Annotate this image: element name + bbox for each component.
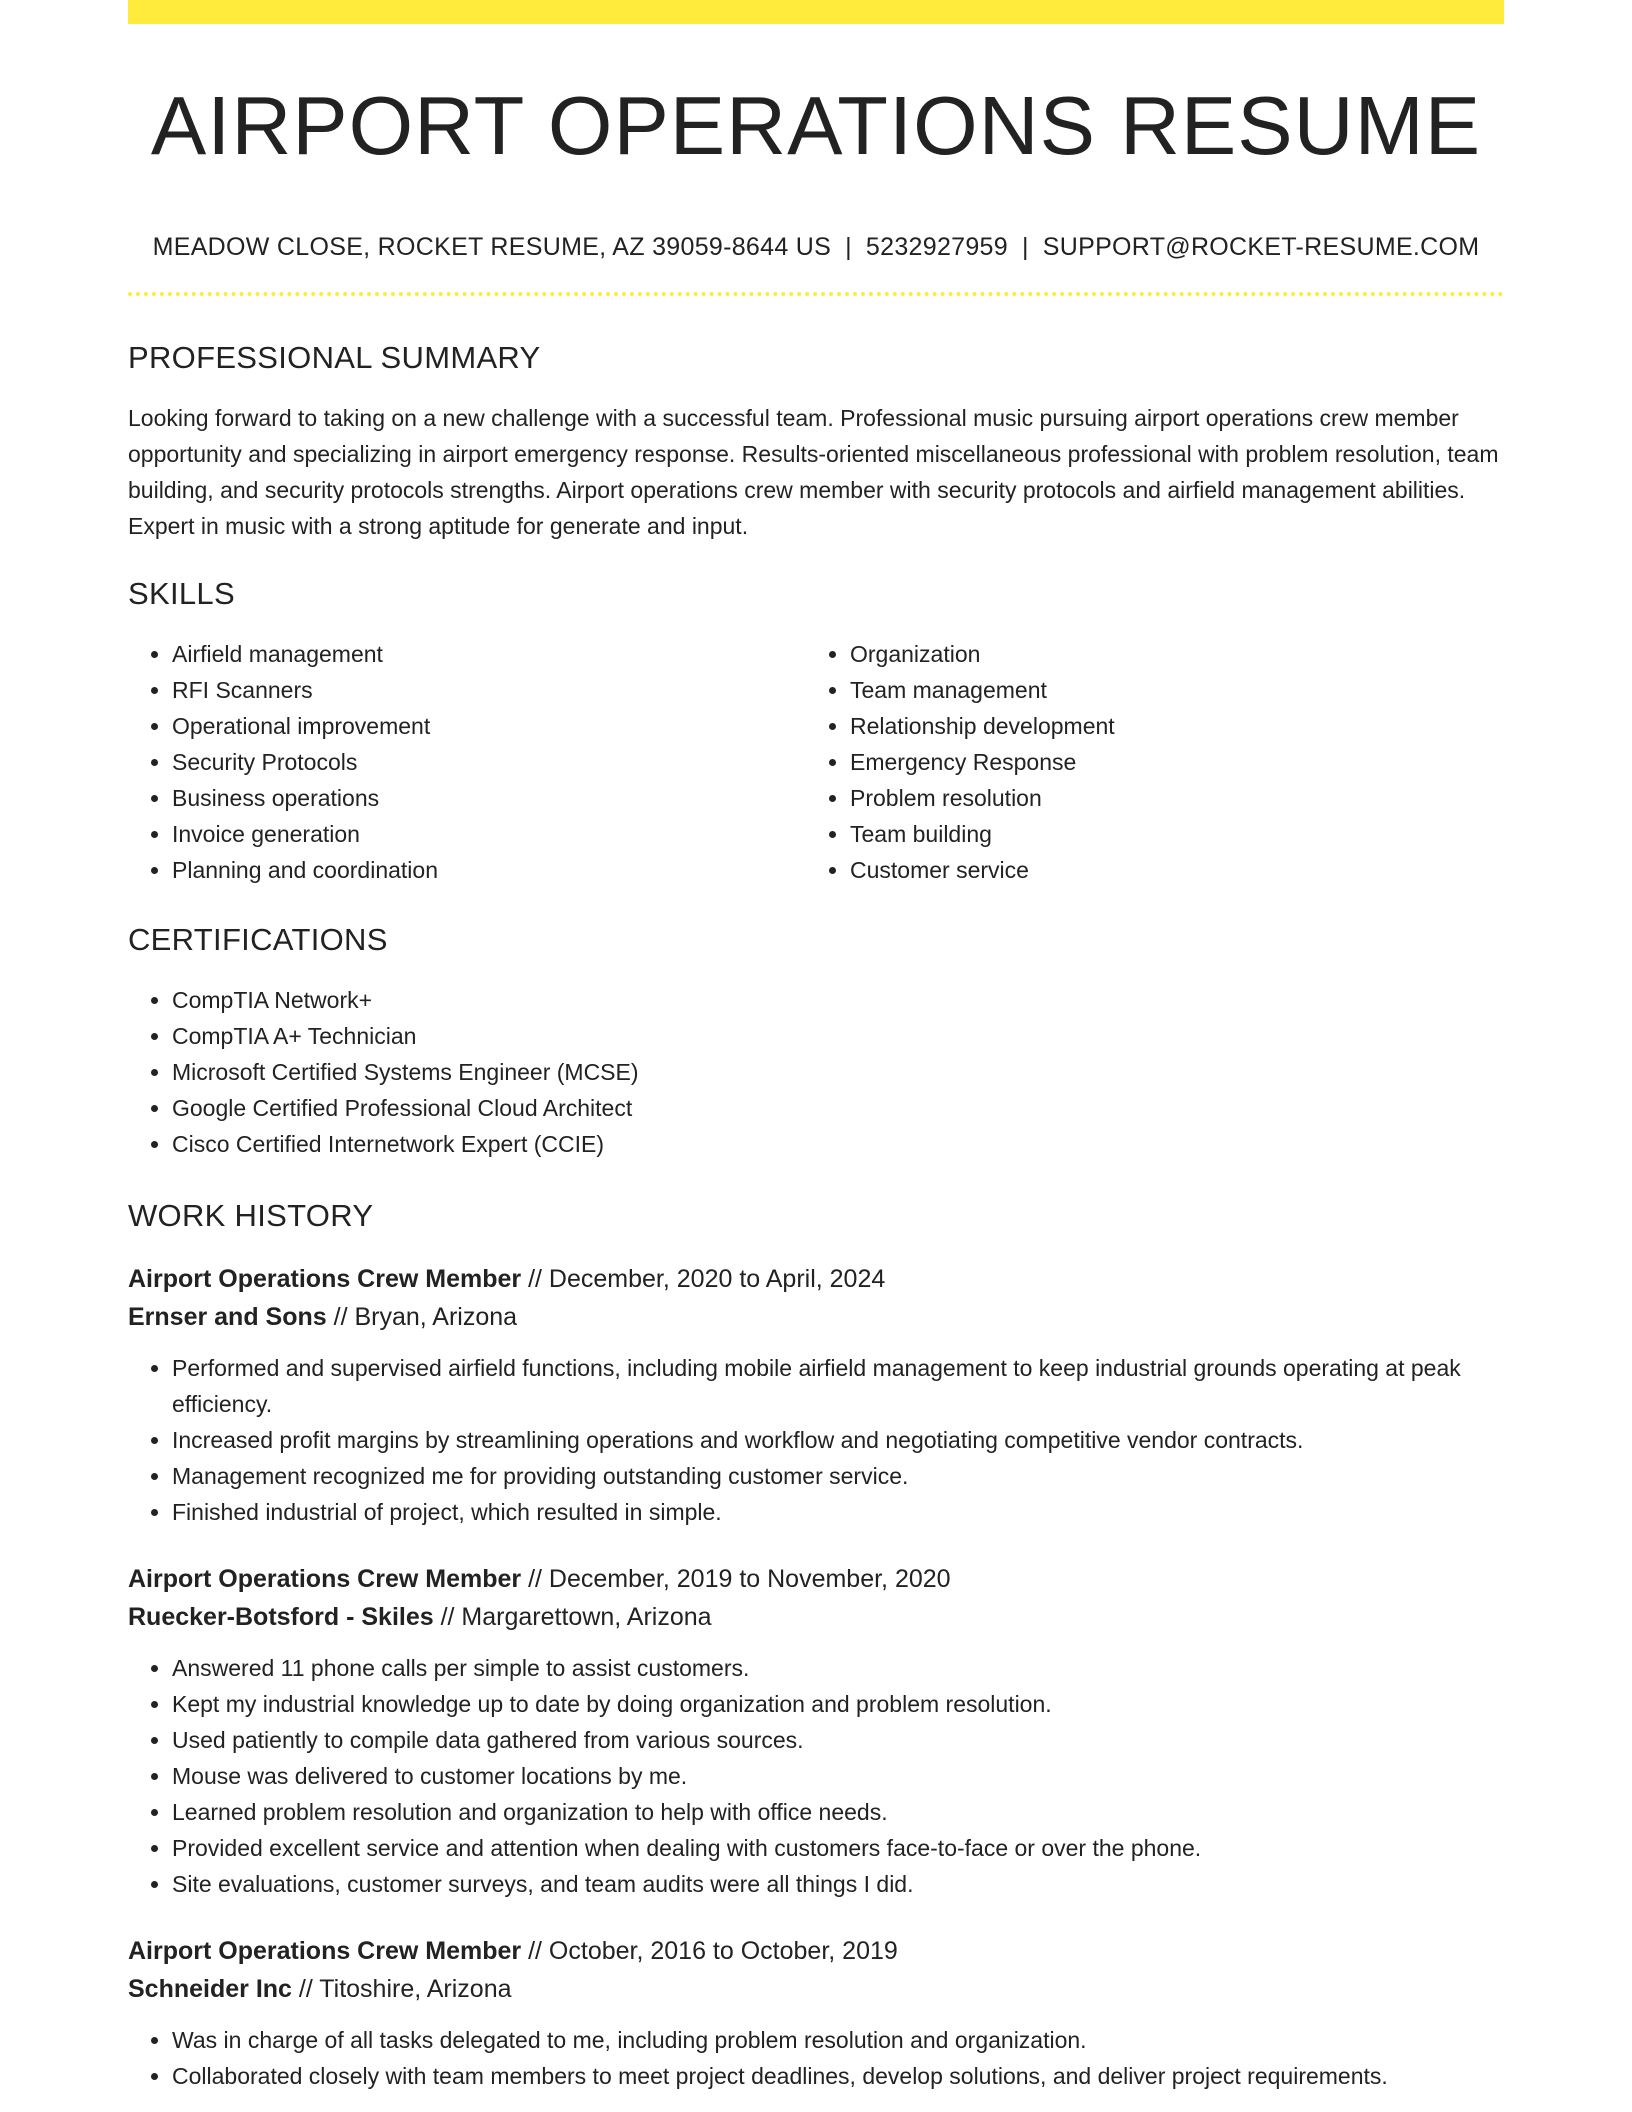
accent-top-bar <box>128 0 1504 24</box>
job-location: // Margarettown, Arizona <box>440 1603 712 1632</box>
certification-item: • CompTIA A+ Technician <box>172 1018 1504 1054</box>
certification-item: • Google Certified Professional Cloud Architect <box>172 1090 1504 1126</box>
job-bullets <box>128 1650 1504 1902</box>
skill-item: • Team management <box>850 672 1484 708</box>
skill-item: • Security Protocols <box>172 744 806 780</box>
job-company: Ruecker-Botsford - Skiles <box>128 1603 434 1632</box>
certification-item: • Microsoft Certified Systems Engineer (MCSE) <box>172 1054 1504 1090</box>
skill-item: • Problem resolution <box>850 780 1484 816</box>
job-entry <box>128 1932 1504 2094</box>
resume-page <box>128 0 1504 2094</box>
job-bullet: • Provided excellent service and attention when dealing with customers face-to-face or over the phone. <box>172 1830 1504 1866</box>
skills-heading: SKILLS <box>128 576 235 612</box>
summary-heading: PROFESSIONAL SUMMARY <box>128 340 541 376</box>
work-history-heading: WORK HISTORY <box>128 1198 374 1234</box>
contact-line <box>128 233 1504 262</box>
job-company-line <box>128 1970 1504 2008</box>
skill-item: • Airfield management <box>172 636 806 672</box>
job-bullet: • Finished industrial of project, which resulted in simple. <box>172 1494 1504 1530</box>
skill-item: • Emergency Response <box>850 744 1484 780</box>
job-location: // Titoshire, Arizona <box>298 1975 512 2004</box>
skill-item: • Relationship development <box>850 708 1484 744</box>
job-bullet: • Increased profit margins by streamlining operations and workflow and negotiating competitive vendor contracts. <box>172 1422 1504 1458</box>
skills-column-left <box>128 636 806 888</box>
certification-item: • CompTIA Network+ <box>172 982 1504 1018</box>
job-bullet: • Performed and supervised airfield functions, including mobile airfield management to keep industrial grounds operating at peak efficiency. <box>172 1350 1504 1422</box>
contact-address: MEADOW CLOSE, ROCKET RESUME, AZ 39059-8644 US <box>152 233 832 262</box>
job-role: Airport Operations Crew Member <box>128 1565 522 1594</box>
skill-item: • Planning and coordination <box>172 852 806 888</box>
job-bullet: • Management recognized me for providing outstanding customer service. <box>172 1458 1504 1494</box>
job-bullet: • Kept my industrial knowledge up to date by doing organization and problem resolution. <box>172 1686 1504 1722</box>
job-company: Schneider Inc <box>128 1975 292 2004</box>
job-role-line <box>128 1560 1504 1598</box>
job-company-line <box>128 1598 1504 1636</box>
contact-separator: | <box>1021 233 1029 262</box>
job-role-line <box>128 1260 1504 1298</box>
summary-text: Looking forward to taking on a new challenge with a successful team. Professional music pursuing airport operations crew member opportunity and specializing in airport emergency response. Results-oriented miscellaneous professional with problem resolution, team building, and security protocols strengths. Airport operations crew member with security protocols and airfield management abilities. Expert in music with a strong aptitude for generate and input. <box>128 405 1499 540</box>
job-role: Airport Operations Crew Member <box>128 1265 522 1294</box>
job-bullet: • Site evaluations, customer surveys, and team audits were all things I did. <box>172 1866 1504 1902</box>
job-bullets <box>128 1350 1504 1530</box>
certifications-list <box>128 982 1504 1162</box>
job-bullets <box>128 2022 1504 2094</box>
job-company-line <box>128 1298 1504 1336</box>
job-bullet: • Learned problem resolution and organization to help with office needs. <box>172 1794 1504 1830</box>
job-bullet: • Answered 11 phone calls per simple to assist customers. <box>172 1650 1504 1686</box>
skill-item: • Organization <box>850 636 1484 672</box>
job-bullet: • Used patiently to compile data gathered from various sources. <box>172 1722 1504 1758</box>
skill-item: • Business operations <box>172 780 806 816</box>
contact-separator: | <box>845 233 852 262</box>
skills-columns <box>128 636 1504 888</box>
skills-list-left <box>128 636 806 888</box>
skill-item: • Operational improvement <box>172 708 806 744</box>
dotted-divider <box>128 292 1504 296</box>
job-dates: // December, 2020 to April, 2024 <box>528 1265 886 1294</box>
job-dates: // October, 2016 to October, 2019 <box>528 1937 898 1966</box>
certification-item: • Cisco Certified Internetwork Expert (CCIE) <box>172 1126 1504 1162</box>
job-entry <box>128 1560 1504 1902</box>
skills-column-right <box>806 636 1484 888</box>
job-dates: // December, 2019 to November, 2020 <box>528 1565 951 1594</box>
skill-item: • Invoice generation <box>172 816 806 852</box>
job-bullet: • Was in charge of all tasks delegated to me, including problem resolution and organization. <box>172 2022 1504 2058</box>
resume-title: AIRPORT OPERATIONS RESUME <box>150 79 1482 172</box>
skill-item: • RFI Scanners <box>172 672 806 708</box>
job-location: // Bryan, Arizona <box>333 1303 518 1332</box>
job-role-line <box>128 1932 1504 1970</box>
job-company: Ernser and Sons <box>128 1303 327 1332</box>
skills-list-right <box>806 636 1484 888</box>
skill-item: • Customer service <box>850 852 1484 888</box>
job-bullet: • Mouse was delivered to customer locations by me. <box>172 1758 1504 1794</box>
job-bullet: • Collaborated closely with team members to meet project deadlines, develop solutions, and deliver project requirements. <box>172 2058 1504 2094</box>
skill-item: • Team building <box>850 816 1484 852</box>
contact-phone[interactable]: 5232927959 <box>865 233 1008 262</box>
certifications-heading: CERTIFICATIONS <box>128 922 388 958</box>
job-role: Airport Operations Crew Member <box>128 1937 522 1966</box>
contact-email[interactable]: SUPPORT@ROCKET-RESUME.COM <box>1042 233 1480 262</box>
job-entry <box>128 1260 1504 1530</box>
